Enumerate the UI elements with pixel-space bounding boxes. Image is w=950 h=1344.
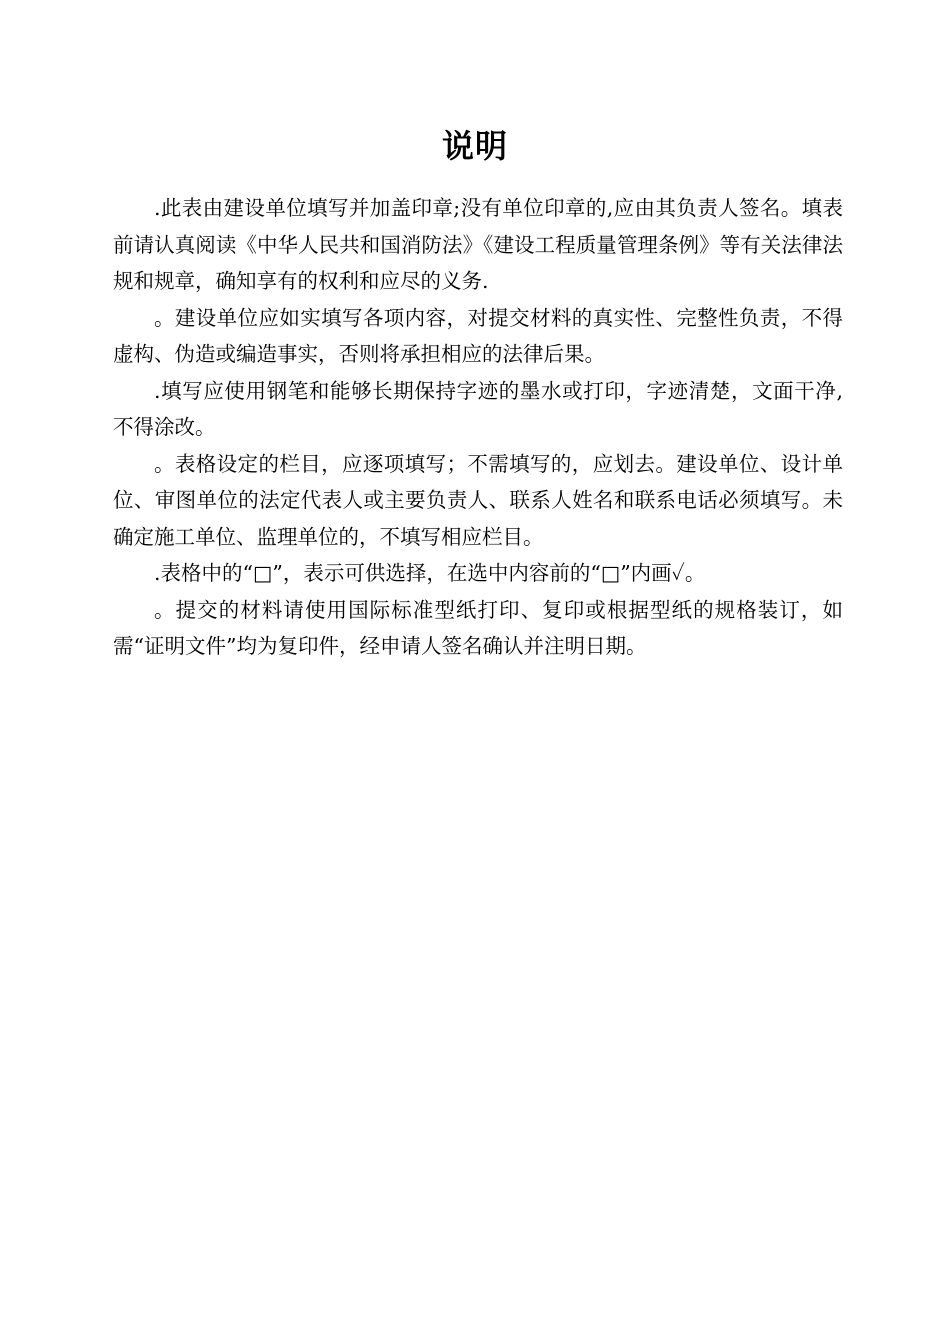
instruction-paragraph-5: .表格中的“□”，表示可供选择，在选中内容前的“□”内画✓。 — [154, 561, 706, 585]
instruction-paragraph-6: 。提交的材料请使用国际标准型纸打印、复印或根据型纸的规格装订，如需“证明文件”均为复印件，经申请人签名确认并注明日期。 — [113, 597, 843, 658]
instruction-paragraph-2: 。建设单位应如实填写各项内容，对提交材料的真实性、完整性负责，不得虚构、伪造或编造事实，否则将承担相应的法律后果。 — [113, 305, 843, 366]
instruction-paragraph-4: 。表格设定的栏目，应逐项填写；不需填写的，应划去。建设单位、设计单位、审图单位的法定代表人或主要负责人、联系人姓名和联系电话必须填写。未确定施工单位、监理单位的，不填写相应栏目。 — [113, 451, 843, 549]
instruction-paragraph-3: .填写应使用钢笔和能够长期保持字迹的墨水或打印，字迹清楚，文面干净,不得涂改。 — [113, 378, 843, 439]
instruction-paragraph-1: .此表由建设单位填写并加盖印章;没有单位印章的,应由其负责人签名。填表前请认真阅读《中华人民共和国消防法》《建设工程质量管理条例》等有关法律法规和规章，确知享有的权利和应尽的义务. — [113, 196, 843, 293]
instructions-body — [113, 190, 843, 665]
page-title: 说明 — [441, 127, 508, 165]
